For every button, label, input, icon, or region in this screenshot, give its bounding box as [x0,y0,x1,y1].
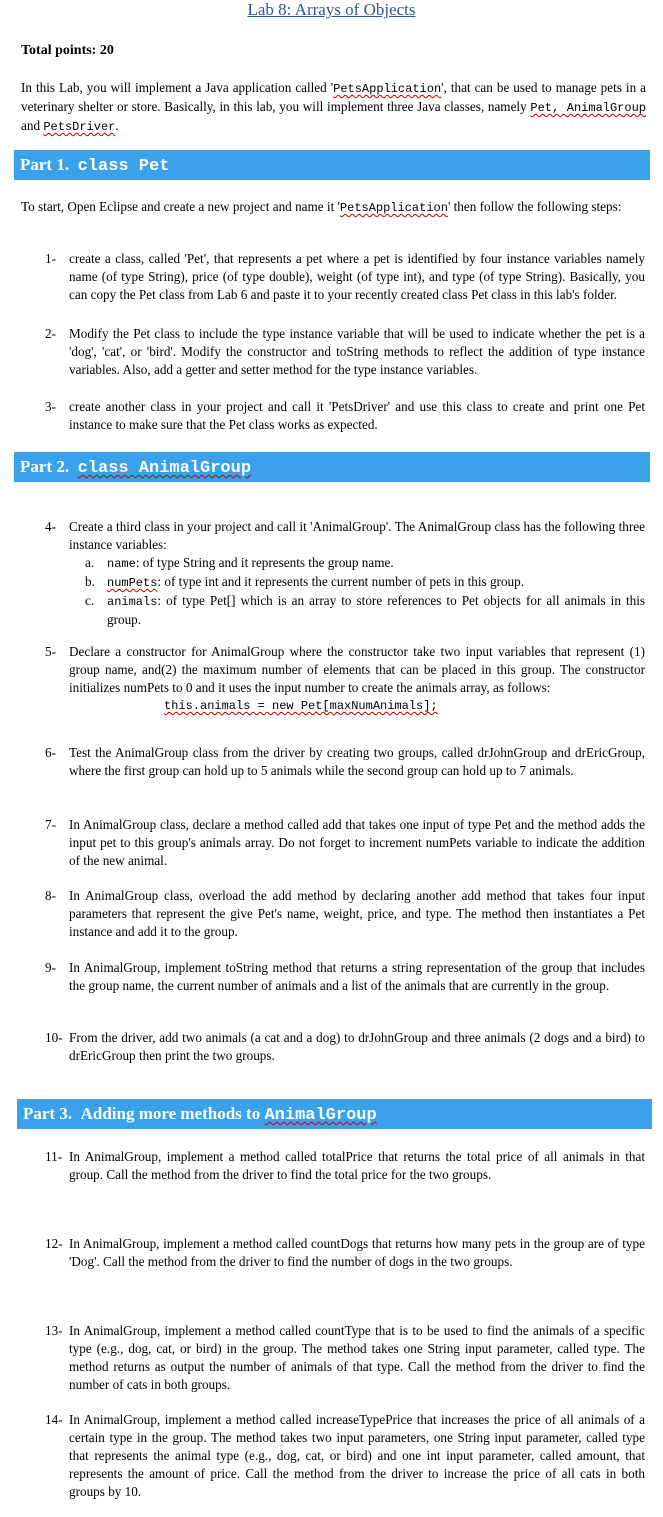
item-text: In AnimalGroup, implement a method called increaseTypePrice that increases the price of all animals of a certain type in the group. The method takes two input parameters, one String input parameter, called type that represents the animal type (e.g., dog, cat, or bird) and one int input parameter, called amount, that represents the amount of price. Call the method from the driver to increase the price of all cats in both groups by 10. [69,1412,645,1499]
sub-item [85,554,645,573]
sub-text: : of type int and it represents the current number of pets in this group. [157,574,525,589]
part3-label: Part 3. [23,1104,73,1123]
item-text: Modify the Pet class to include the type instance variable that will be used to indicate whether the pet is a 'dog', 'cat', or 'bird'. Modify the constructor and toString methods to reflect the addition of type instance variables. Also, add a getter and setter method for the type instance variables. [69,326,645,377]
intro-text: and [21,118,44,133]
item-text: In AnimalGroup class, overload the add method by declaring another add method that takes four input parameters that represent the give Pet's name, weight, price, and type. The method then instantiates a Pet instance and add it to the group. [69,888,645,939]
code-petsdriver: PetsDriver [43,120,116,134]
sub-code: numPets [107,576,158,590]
part2-label: Part 2. [20,457,70,476]
item-number: 14- [45,1412,63,1427]
part1-intro-text: To start, Open Eclipse and create a new project and name it ' [21,199,340,214]
code-petsapplication: PetsApplication [339,201,448,215]
code-snippet: this.animals = new Pet[maxNumAnimals]; [164,699,438,713]
item-number: 11- [45,1149,63,1164]
item-number: 5- [45,644,56,659]
intro-paragraph [21,79,646,136]
item-text: Test the AnimalGroup class from the driver by creating two groups, called drJohnGroup and drEricGroup, where the first group can hold up to 5 animals while the second group can hold up to 7 animals. [69,745,645,778]
item-text: In AnimalGroup class, declare a method called add that takes one input of type Pet and the method adds the input pet to this group's animals array. Do not forget to increment numPets variable to indicate the addition of the new animal. [69,817,645,868]
sub-code: name [107,557,136,571]
item-number: 8- [45,888,56,903]
item-text: create another class in your project and call it 'PetsDriver' and use this class to create and print one Pet instance to make sure that the Pet class works as expected. [69,399,645,432]
item-text: In AnimalGroup, implement a method called countDogs that returns how many pets in the group are of type 'Dog'. Call the method from the driver to find the number of dogs in the two groups. [69,1236,645,1269]
part1-header [14,150,650,180]
item-body [69,518,645,629]
intro-text: ', that can be used to manage pets in a veterinary shelter or store. Basically, in this lab, you will implement three Java classes, namely [21,80,646,114]
sub-text: : of type Pet[] which is an array to store references to Pet objects for all animals in this group. [107,593,645,627]
intro-text: In this Lab, you will implement a Java application called ' [21,80,334,95]
item-number: 6- [45,745,56,760]
part3-header [17,1099,652,1129]
item-text: In AnimalGroup, implement a method called totalPrice that returns the total price of all animals in that group. Call the method from the driver to find the total price for the two groups. [69,1149,645,1182]
intro-text: . [115,118,119,133]
part3-title: Adding more methods to [80,1104,261,1123]
item-text: In AnimalGroup, implement a method called countType that is to be used to find the animals of a specific type (e.g., dog, cat, or bird) in the group. The method takes one String input parameter, called type. The method returns as output the number of animals of that type. Call the method from the driver to find the number of cats in both groups. [69,1323,645,1392]
sub-item [85,573,645,592]
part1-intro [21,198,646,217]
item-text: Create a third class in your project and call it 'AnimalGroup'. The AnimalGroup class has the following three instance variables: [69,519,645,552]
item-number: 1- [45,251,56,266]
item-number: 4- [45,519,56,534]
page-title: Lab 8: Arrays of Objects [247,0,416,19]
item-text: Declare a constructor for AnimalGroup where the constructor take two input variables that represent (1) group name, and(2) the maximum number of elements that can be placed in this group. The constructor initializes numPets to 0 and it uses the input number to create the animals array, as follows: [69,644,645,695]
part3-code: AnimalGroup [264,1106,377,1125]
part2-header [14,452,650,482]
sub-letter: b. [85,574,95,589]
item-body [69,643,645,715]
part1-code: class Pet [77,157,170,176]
item-text: create a class, called 'Pet', that represents a pet where a pet is identified by four instance variables namely name (of type String), price (of type double), weight (of type int), and type (of type String). Basically, you can copy the Pet class from Lab 6 and paste it to your recently created class Pet class in this lab's folder. [69,251,645,302]
item-number: 2- [45,326,56,341]
part1-intro-text: ' then follow the following steps: [447,199,622,214]
item-number: 7- [45,817,56,832]
sub-letter: c. [85,593,95,608]
sub-text: : of type String and it represents the group name. [135,555,394,570]
item-number: 9- [45,960,56,975]
code-petsapplication: PetsApplication [333,82,442,96]
total-points: Total points: 20 [21,43,114,58]
sub-item [85,592,645,629]
part1-label: Part 1. [20,155,70,174]
item-number: 10- [45,1030,63,1045]
item-text: In AnimalGroup, implement toString method that returns a string representation of the group that includes the group name, the current number of animals and a list of the animals that are currently in the group. [69,960,645,993]
sub-code: animals [107,595,158,609]
item-text: From the driver, add two animals (a cat and a dog) to drJohnGroup and three animals (2 dogs and a bird) to drEricGroup then print the two groups. [69,1030,645,1063]
code-classes: Pet, AnimalGroup [530,101,646,115]
item-number: 13- [45,1323,63,1338]
item-number: 3- [45,399,56,414]
part2-code: class AnimalGroup [77,459,252,478]
sub-letter: a. [85,555,95,570]
item-number: 12- [45,1236,63,1251]
